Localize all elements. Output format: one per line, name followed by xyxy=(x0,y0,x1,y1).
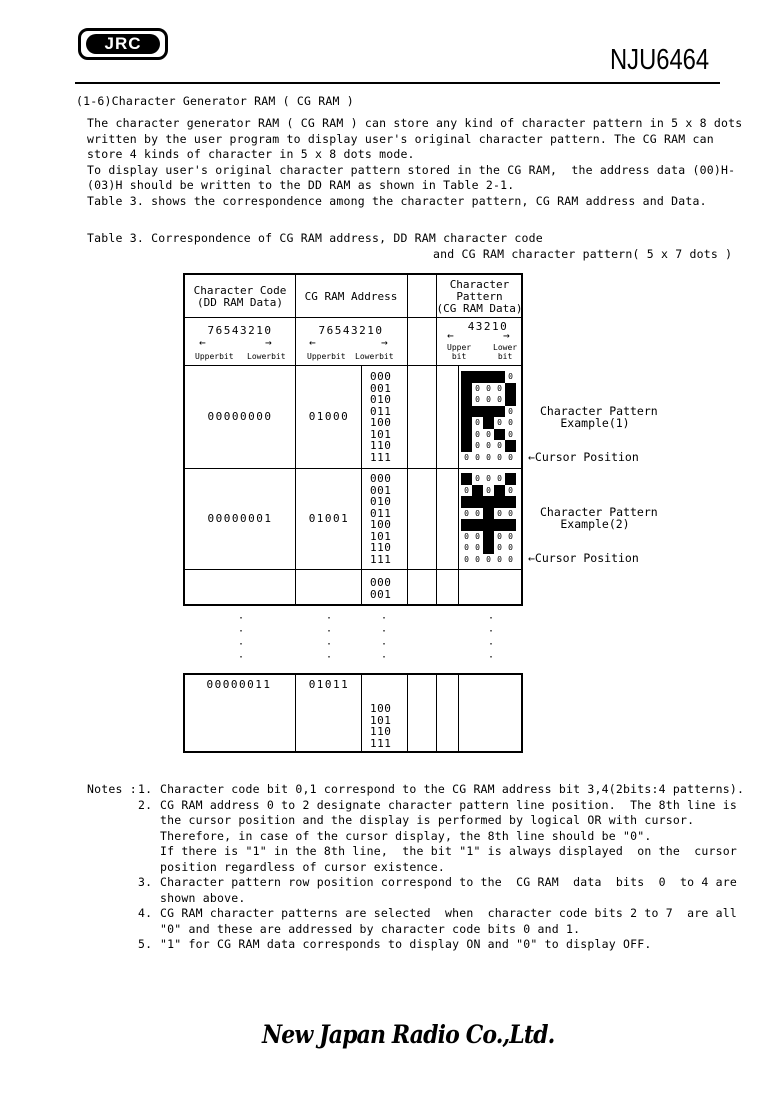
pixel-on: 1 xyxy=(461,383,472,395)
cg-addr-last: 01011 xyxy=(308,678,350,691)
pixel-on: 1 xyxy=(483,406,494,418)
intro-line: The character generator RAM ( CG RAM ) can store any kind of character pattern in 5 x 8 dots xyxy=(87,116,743,130)
part-number: NJU6464 xyxy=(610,44,710,76)
cg-addr-row2: 01001 xyxy=(308,512,350,525)
line-address: 100 xyxy=(370,702,392,715)
pixel-off: 0 xyxy=(464,452,469,462)
line-address: 000 xyxy=(370,370,392,383)
char-code-row1: 00000000 xyxy=(207,410,273,423)
line-address: 110 xyxy=(370,725,392,738)
row-divider xyxy=(185,317,521,318)
col-divider xyxy=(407,675,408,751)
notes-label: Notes : xyxy=(87,782,137,796)
line-address: 101 xyxy=(370,529,392,543)
note-item xyxy=(138,906,744,937)
pixel-on: 1 xyxy=(461,519,472,531)
example2-label: Character Pattern Example(2) xyxy=(540,505,658,531)
note-item xyxy=(138,798,744,876)
pixel-off: 0 xyxy=(508,543,513,552)
line-address: 110 xyxy=(370,541,392,554)
header-char-pattern: Character Pattern (CG RAM Data) xyxy=(436,278,523,315)
pixel-on: 1 xyxy=(483,508,494,520)
section-title: (1-6)Character Generator RAM ( CG RAM ) xyxy=(76,94,354,108)
pixel-on: 1 xyxy=(494,496,505,508)
bits-col1: 76543210 xyxy=(207,324,273,337)
ellipsis-dots: · · · · xyxy=(381,613,388,663)
jrc-logo xyxy=(78,28,168,60)
line-address-list xyxy=(370,473,391,565)
arrow-left-icon: ← xyxy=(309,336,316,349)
arrow-left-icon: ← xyxy=(199,336,206,349)
line-address: 111 xyxy=(370,736,392,750)
pixel-off: 0 xyxy=(497,531,502,541)
line-address-list xyxy=(370,703,391,749)
pixel-off: 0 xyxy=(464,508,469,518)
char-code-last: 00000011 xyxy=(206,678,272,691)
pixel-off: 0 xyxy=(508,485,513,495)
line-address: 001 xyxy=(370,587,392,601)
note-line: shown above. xyxy=(160,890,246,905)
pixel-off: 0 xyxy=(508,554,513,564)
notes-list xyxy=(138,782,744,953)
cursor-position-label: ←Cursor Position xyxy=(528,551,639,565)
pixel-on: 1 xyxy=(461,429,472,441)
ellipsis-dots: · · · · xyxy=(326,613,333,663)
pixel-on: 1 xyxy=(472,371,483,383)
note-number: 5. xyxy=(138,937,153,951)
line-address: 010 xyxy=(370,393,392,406)
pixel-off: 0 xyxy=(486,485,491,495)
pixel-on: 1 xyxy=(483,496,494,508)
pixel-off: 0 xyxy=(475,383,480,393)
pixel-on: 1 xyxy=(483,371,494,383)
note-number: 4. xyxy=(138,906,153,920)
char-pattern-grid xyxy=(461,371,516,463)
pixel-off: 0 xyxy=(486,452,491,462)
arrow-right-icon: → xyxy=(381,336,388,349)
line-address: 100 xyxy=(370,518,392,531)
col-divider xyxy=(458,675,459,751)
bits-col3: 43210 xyxy=(467,320,509,333)
pixel-off: 0 xyxy=(497,508,502,518)
ellipsis-dots: · · · · xyxy=(488,613,495,663)
line-address: 011 xyxy=(370,404,392,418)
pixel-on: 1 xyxy=(461,371,472,383)
intro-line: store 4 kinds of character in 5 x 8 dots mode. xyxy=(87,147,415,161)
pixel-off: 0 xyxy=(475,554,480,564)
cursor-position-label: ←Cursor Position xyxy=(528,450,639,464)
note-line: Therefore, in case of the cursor display, the 8th line should be "0". xyxy=(160,828,652,843)
note-line: "1" for CG RAM data corresponds to display ON and "0" to display OFF. xyxy=(160,937,652,951)
line-address: 001 xyxy=(370,381,392,395)
pixel-off: 0 xyxy=(475,508,480,518)
note-number: 2. xyxy=(138,797,153,812)
pixel-on: 1 xyxy=(461,394,472,406)
pixel-off: 0 xyxy=(508,531,513,541)
pixel-on: 1 xyxy=(483,519,494,531)
pixel-on: 1 xyxy=(483,542,494,554)
row-divider xyxy=(185,468,521,469)
note-number: 3. xyxy=(138,875,153,889)
char-code-row2: 00000001 xyxy=(207,512,273,525)
pixel-on: 1 xyxy=(494,371,505,383)
pixel-off: 0 xyxy=(475,543,480,552)
arrow-right-icon: → xyxy=(265,336,272,349)
pixel-off: 0 xyxy=(508,418,513,427)
col-divider xyxy=(361,675,362,751)
pixel-on: 1 xyxy=(494,406,505,418)
pixel-off: 0 xyxy=(475,418,480,427)
cg-addr-row1: 01000 xyxy=(308,410,350,423)
line-address: 111 xyxy=(370,450,392,464)
note-line: If there is "1" in the 8th line, the bit "1" is always displayed on the cursor xyxy=(160,844,738,858)
line-address: 101 xyxy=(370,427,392,441)
table-caption-line2: and CG RAM character pattern( 5 x 7 dots ) xyxy=(433,247,733,261)
row-divider xyxy=(185,365,521,366)
col-divider xyxy=(436,675,437,751)
pixel-off: 0 xyxy=(497,554,502,564)
note-line: Character pattern row position correspond to the CG RAM data bits 0 to 4 are xyxy=(160,875,738,889)
pixel-on: 1 xyxy=(494,485,505,497)
line-address: 000 xyxy=(370,576,392,589)
pixel-on: 1 xyxy=(461,496,472,508)
pixel-off: 0 xyxy=(497,418,502,427)
pixel-off: 0 xyxy=(508,452,513,462)
line-address: 101 xyxy=(370,713,392,727)
pixel-on: 1 xyxy=(472,519,483,531)
pixel-off: 0 xyxy=(464,554,469,564)
row-divider xyxy=(185,569,521,570)
pixel-off: 0 xyxy=(486,429,491,439)
pixel-off: 0 xyxy=(486,441,491,450)
note-number: 1. xyxy=(138,782,153,796)
pixel-off: 0 xyxy=(464,543,469,552)
pixel-on: 1 xyxy=(505,383,516,395)
char-pattern-grid xyxy=(461,473,516,565)
line-address: 001 xyxy=(370,483,392,497)
pixel-off: 0 xyxy=(475,531,480,541)
pixel-off: 0 xyxy=(475,452,480,462)
pixel-off: 0 xyxy=(497,383,502,393)
line-address: 110 xyxy=(370,439,392,452)
lowerbit-label: Lowerbit xyxy=(355,352,394,361)
pixel-on: 1 xyxy=(483,417,494,429)
pixel-on: 1 xyxy=(505,473,516,485)
note-item xyxy=(138,782,744,798)
pixel-on: 1 xyxy=(494,429,505,441)
pixel-on: 1 xyxy=(461,406,472,418)
col-divider xyxy=(407,275,408,604)
header-char-code: Character Code (DD RAM Data) xyxy=(193,284,287,309)
pixel-off: 0 xyxy=(486,554,491,564)
example1-label: Character Pattern Example(1) xyxy=(540,404,658,430)
cg-ram-table-last xyxy=(183,673,523,753)
note-line: the cursor position and the display is performed by logical OR with cursor. xyxy=(160,813,695,827)
pixel-on: 1 xyxy=(461,473,472,485)
line-address: 111 xyxy=(370,552,392,566)
pixel-on: 1 xyxy=(472,406,483,418)
pixel-off: 0 xyxy=(508,406,513,416)
note-line: CG RAM character patterns are selected when character code bits 2 to 7 are all xyxy=(160,906,738,920)
line-address-list xyxy=(370,577,391,600)
intro-line: (03)H should be written to the DD RAM as shown in Table 2-1. xyxy=(87,178,515,192)
pixel-on: 1 xyxy=(472,496,483,508)
table-caption-line1: Table 3. Correspondence of CG RAM address, DD RAM character code xyxy=(87,231,543,245)
cg-ram-table xyxy=(183,273,523,606)
pixel-on: 1 xyxy=(461,440,472,452)
intro-line: To display user's original character pattern stored in the CG RAM, the address data (00)H- xyxy=(87,162,736,177)
bits-col2: 76543210 xyxy=(318,324,384,337)
intro-line: Table 3. shows the correspondence among the character pattern, CG RAM address and Data. xyxy=(87,193,707,208)
pixel-on: 1 xyxy=(505,394,516,406)
note-line: "0" and these are addressed by character code bits 0 and 1. xyxy=(160,921,581,936)
pixel-off: 0 xyxy=(497,441,502,450)
pixel-on: 1 xyxy=(483,531,494,543)
pixel-off: 0 xyxy=(464,531,469,541)
pixel-on: 1 xyxy=(505,519,516,531)
pixel-off: 0 xyxy=(464,485,469,495)
intro-line: written by the user program to display user's original character pattern. The CG RAM can xyxy=(87,131,714,146)
pixel-off: 0 xyxy=(486,383,491,393)
pixel-on: 1 xyxy=(494,519,505,531)
upperbit-label: Upperbit xyxy=(195,352,234,361)
pixel-on: 1 xyxy=(505,440,516,452)
header-cg-address: CG RAM Address xyxy=(304,290,398,303)
pixel-off: 0 xyxy=(486,395,491,404)
line-address: 010 xyxy=(370,495,392,508)
note-item xyxy=(138,875,744,906)
line-address: 011 xyxy=(370,506,392,520)
header-rule xyxy=(75,82,720,84)
pixel-off: 0 xyxy=(475,474,480,483)
pixel-off: 0 xyxy=(475,395,480,404)
pixel-off: 0 xyxy=(486,474,491,483)
company-signature: New Japan Radio Co.,Ltd. xyxy=(262,1020,555,1049)
pixel-off: 0 xyxy=(497,452,502,462)
lowerbit-label: Lower bit xyxy=(493,343,518,361)
upperbit-label: Upperbit xyxy=(307,352,346,361)
logo-text: JRC xyxy=(86,34,160,54)
intro-paragraph xyxy=(87,116,742,209)
pixel-off: 0 xyxy=(475,429,480,439)
pixel-off: 0 xyxy=(475,441,480,450)
arrow-right-icon: → xyxy=(503,329,510,342)
upperbit-label: Upper bit xyxy=(447,343,472,361)
col-divider xyxy=(295,675,296,751)
pixel-on: 1 xyxy=(505,496,516,508)
note-line: CG RAM address 0 to 2 designate character pattern line position. The 8th line is xyxy=(160,797,738,812)
col-divider xyxy=(436,275,437,604)
note-line: Character code bit 0,1 correspond to the CG RAM address bit 3,4(2bits:4 patterns). xyxy=(160,782,745,796)
pixel-on: 1 xyxy=(461,417,472,429)
pixel-off: 0 xyxy=(497,474,502,483)
pixel-off: 0 xyxy=(497,543,502,552)
lowerbit-label: Lowerbit xyxy=(247,352,286,361)
pixel-off: 0 xyxy=(508,429,513,439)
pixel-off: 0 xyxy=(508,372,513,381)
pixel-off: 0 xyxy=(497,395,502,404)
line-address: 100 xyxy=(370,416,392,429)
pixel-off: 0 xyxy=(508,508,513,518)
ellipsis-dots: · · · · xyxy=(238,613,245,663)
note-item xyxy=(138,937,744,953)
arrow-left-icon: ← xyxy=(447,329,454,342)
line-address-list xyxy=(370,371,391,463)
pixel-on: 1 xyxy=(472,485,483,497)
line-address: 000 xyxy=(370,472,392,485)
note-line: position regardless of cursor existence. xyxy=(160,859,445,874)
